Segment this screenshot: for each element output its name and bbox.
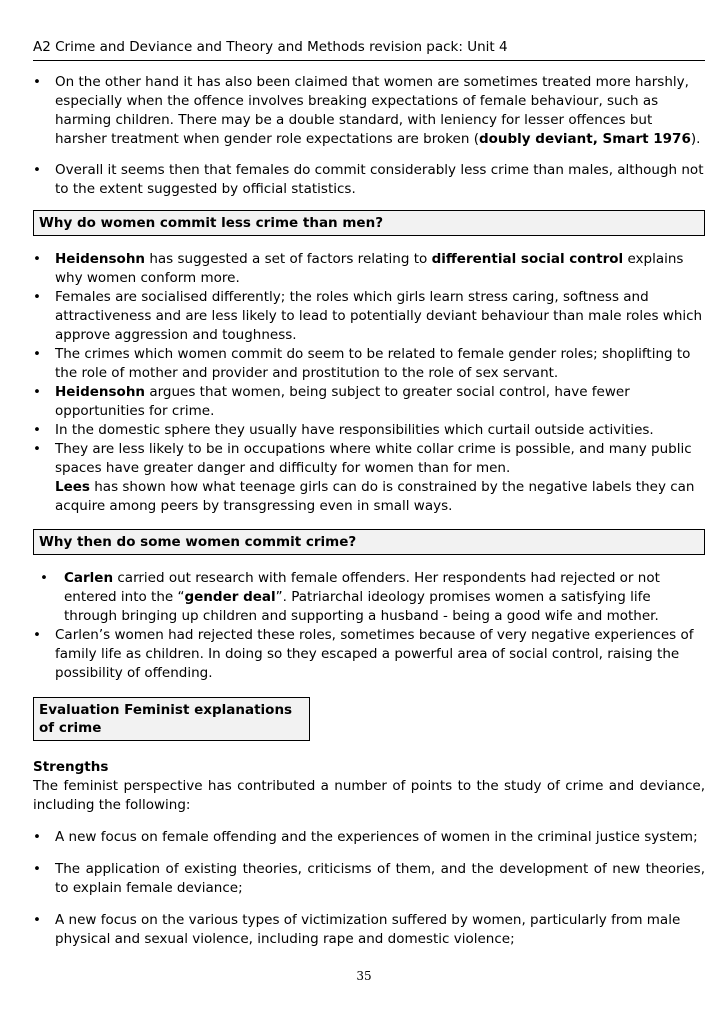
- bullet-icon: •: [33, 251, 41, 267]
- list-item: • Females are socialised differently; the roles which girls learn stress caring, softness and attractiveness and are less likely to lead to potentially deviant behaviour than male roles which approve aggression and toughness.: [33, 289, 703, 343]
- list-item: • A new focus on female offending and the experiences of women in the criminal justice system;: [33, 829, 698, 845]
- list-item: • Heidensohn argues that women, being subject to greater social control, have fewer opportunities for crime.: [33, 384, 630, 419]
- bullet-icon: •: [33, 74, 41, 90]
- list-item: • A new focus on the various types of victimization suffered by women, particularly from male physical and sexual violence, including rape and domestic violence;: [33, 912, 681, 947]
- list-item: • Carlen’s women had rejected these roles, sometimes because of very negative experiences of family life as children. In doing so they escaped a powerful area of social control, raising the possibility of offending.: [33, 627, 694, 681]
- list-item: • In the domestic sphere they usually have responsibilities which curtail outside activities.: [33, 422, 654, 438]
- bullet-icon: •: [33, 422, 41, 438]
- bullet-icon: •: [33, 861, 41, 877]
- section-heading-evaluation: Evaluation Feminist explanations of crime: [33, 697, 310, 741]
- bullet-icon: •: [33, 912, 41, 928]
- strengths-list: [33, 828, 705, 949]
- bullet-icon: •: [40, 570, 48, 586]
- why-crime-list: [33, 569, 705, 683]
- list-item: • The crimes which women commit do seem to be related to female gender roles; shoplifting to the role of mother and provider and prostitution to the role of sex servant.: [33, 346, 691, 381]
- intro-list: [33, 73, 705, 199]
- bullet-icon: •: [33, 441, 41, 457]
- bullet-icon: •: [33, 829, 41, 845]
- page-number: 35: [356, 969, 372, 983]
- list-item: • Heidensohn has suggested a set of factors relating to differential social control explains why women conform more.: [33, 251, 684, 286]
- page-header: A2 Crime and Deviance and Theory and Methods revision pack: Unit 4: [33, 38, 705, 61]
- bullet-icon: •: [33, 162, 41, 178]
- section-heading-less-crime: Why do women commit less crime than men?: [33, 210, 705, 236]
- strengths-intro: The feminist perspective has contributed a number of points to the study of crime and deviance, including the following:: [33, 778, 705, 813]
- list-item: • They are less likely to be in occupations where white collar crime is possible, and many public spaces have greater danger and difficulty for women than for men.: [33, 441, 692, 476]
- bullet-icon: •: [33, 289, 41, 305]
- bullet-icon: •: [33, 627, 41, 643]
- list-item: • Carlen carried out research with female offenders. Her respondents had rejected or not entered into the “gender deal”. Patriarchal ideology promises women a satisfying life through bringing up children and supporting a husband - being a good wife and mother.: [40, 570, 660, 624]
- bullet-icon: •: [33, 346, 41, 362]
- list-item: • The application of existing theories, criticisms of them, and the development of new theories, to explain female deviance;: [33, 861, 705, 896]
- list-item: • Overall it seems then that females do commit considerably less crime than males, although not to the extent suggested by official statistics.: [33, 162, 704, 197]
- page: [33, 38, 705, 949]
- list-item: • On the other hand it has also been claimed that women are sometimes treated more harshly, especially when the offence involves breaking expectations of female behaviour, such as harming children. There may be a double standard, with leniency for lesser offences but harsher treatment when gender role expectations are broken (doubly deviant, Smart 1976).: [33, 74, 701, 147]
- bullet-icon: •: [33, 384, 41, 400]
- bold-term: doubly deviant, Smart 1976: [478, 131, 691, 147]
- lees-paragraph: Lees has shown how what teenage girls can do is constrained by the negative labels they can acquire among peers by transgressing even in small ways.: [55, 479, 695, 514]
- section-heading-why-crime: Why then do some women commit crime?: [33, 529, 705, 555]
- strengths-label: Strengths: [33, 759, 109, 775]
- less-crime-list: [33, 250, 705, 478]
